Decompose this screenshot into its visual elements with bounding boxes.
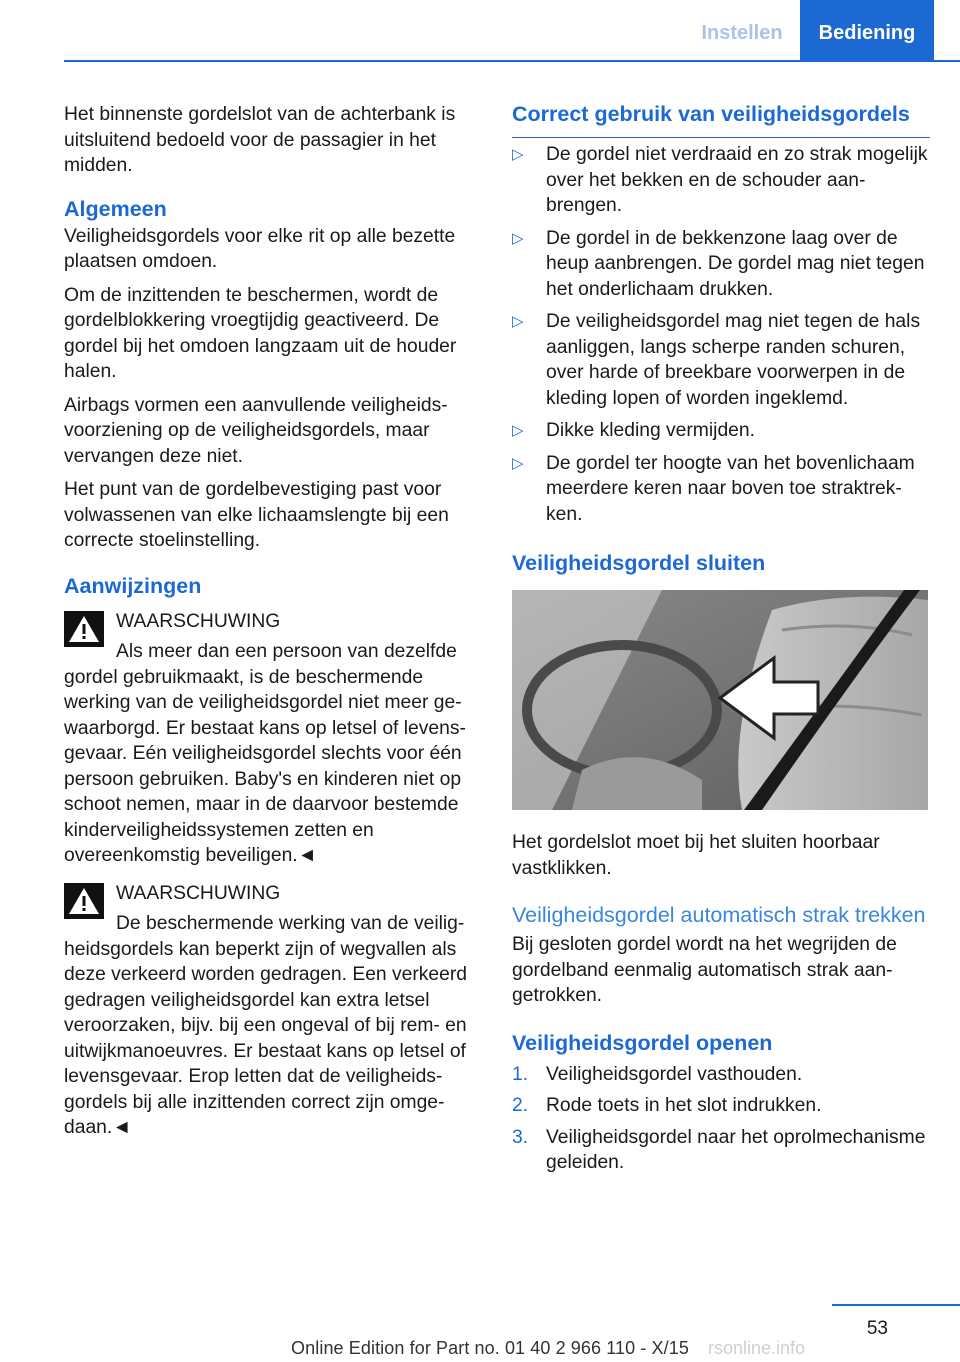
intro-paragraph: Het binnenste gordelslot van de achterbank is uitsluitend bedoeld voor de passagier in het midden. — [64, 104, 456, 176]
left-column — [64, 102, 480, 1153]
warning-triangle-icon — [64, 883, 104, 919]
list-item: ▷ De gordel ter hoogte van het bovenlichaam meerdere keren naar boven toe straktrekken. — [512, 452, 915, 525]
warning-triangle-icon — [64, 611, 104, 647]
heading-aanwijzingen: Aanwijzingen — [64, 573, 202, 598]
heading-algemeen: Algemeen — [64, 196, 167, 221]
list-item: 2. Rode toets in het slot indrukken. — [512, 1095, 822, 1116]
list-item: ▷ De veiligheidsgordel mag niet tegen de hals aanliggen, langs scherpe randen schuren, over harde of breekbare voorwerpen in de kleding lopen of worden ingeklemd. — [512, 311, 921, 409]
header-rule — [64, 60, 960, 62]
list-item: ▷ Dikke kleding vermijden. — [512, 418, 930, 444]
automatisch-paragraph: Bij gesloten gordel wordt na het wegrijden de gordelband eenmalig automatisch strak aangetrokken. — [512, 934, 897, 1006]
algemeen-paragraph-3: Airbags vormen een aanvullende veiligheidsvoorziening op de veiligheidsgordels, maar vervangen deze niet. — [64, 394, 448, 467]
warning-block-1 — [64, 609, 480, 869]
list-item: 3. Veiligheidsgordel naar het oprolmechanisme geleiden. — [512, 1126, 926, 1173]
triangle-bullet-icon: ▷ — [512, 146, 524, 163]
page-header — [64, 0, 960, 62]
tab-instellen[interactable]: Instellen — [701, 21, 783, 44]
algemeen-paragraph-1: Veiligheidsgordels voor elke rit op alle bezette plaatsen omdoen. — [64, 225, 456, 272]
list-item: ▷ De gordel in de bekkenzone laag over de heup aanbrengen. De gordel mag niet tegen het onderlichaam drukken. — [512, 227, 925, 300]
warning-block-2 — [64, 881, 480, 1141]
warning-text: Als meer dan een persoon van dezelfde gordel gebruikmaakt, is de beschermende werking van de veiligheidsgordel niet meer gewaarborgd. Er bestaat kans op letsel of levensgevaar. Eén veiligheidsgordel slechts voor één persoon gebruiken. Baby's en kinderen niet op schoot nemen, maar in de daarvoor bestemde kinderveiligheidssystemen zetten en overeenkomstig beveiligen.◄ — [64, 641, 466, 866]
triangle-bullet-icon: ▷ — [512, 422, 524, 439]
triangle-bullet-icon: ▷ — [512, 229, 524, 247]
triangle-bullet-icon: ▷ — [512, 454, 524, 472]
usage-bullet-list — [512, 137, 930, 527]
list-item: ▷ De gordel niet verdraaid en zo strak mogelijk over het bekken en de schouder aanbrengen. — [512, 144, 928, 216]
page-number: 53 — [866, 1318, 888, 1339]
watermark-text: rsonline.info — [708, 1338, 806, 1358]
warning-title: WAARSCHUWING — [116, 882, 281, 904]
triangle-bullet-icon: ▷ — [512, 313, 524, 330]
sluiten-paragraph: Het gordelslot moet bij het sluiten hoorbaar vastklikken. — [512, 832, 880, 879]
heading-openen: Veiligheidsgordel openen — [512, 1030, 773, 1055]
footer-rule — [832, 1304, 960, 1306]
algemeen-paragraph-2: Om de inzittenden te beschermen, wordt de gordelblokkering vroegtijdig geactiveerd. De gordel bij het omdoen langzaam uit de houder halen. — [64, 284, 457, 382]
seatbelt-photo — [512, 590, 928, 810]
right-column — [512, 102, 930, 1182]
list-item: 1. Veiligheidsgordel vasthouden. — [512, 1063, 803, 1085]
heading-correct-gebruik: Correct gebruik van veiligheidsgordels — [512, 102, 910, 126]
heading-sluiten: Veiligheidsgordel sluiten — [512, 551, 766, 575]
openen-steps-list — [512, 1062, 930, 1176]
tab-bediening[interactable]: Bediening — [800, 0, 934, 60]
warning-title: WAARSCHUWING — [116, 610, 281, 632]
algemeen-paragraph-4: Het punt van de gordelbevestiging past voor volwassenen van elke lichaamslengte bij een correcte stoelinstelling. — [64, 479, 449, 551]
warning-text: De beschermende werking van de veiligheidsgordels kan beperkt zijn of wegvallen als deze verkeerd worden gedragen. Een verkeerd gedragen veiligheidsgordel kan extra letsel veroorzaken, bijv. bij een ongeval of bij rem- en uitwijkmanoeuvres. Er bestaat kans op letsel of levensgevaar. Erop letten dat de veiligheidsgordels bij alle inzittenden correct zijn omgedaan.◄ — [64, 913, 468, 1138]
heading-automatisch: Veiligheidsgordel automatisch strak trekken — [512, 903, 926, 927]
online-edition-text: Online Edition for Part no. 01 40 2 966 110 - X/15 — [291, 1338, 689, 1358]
